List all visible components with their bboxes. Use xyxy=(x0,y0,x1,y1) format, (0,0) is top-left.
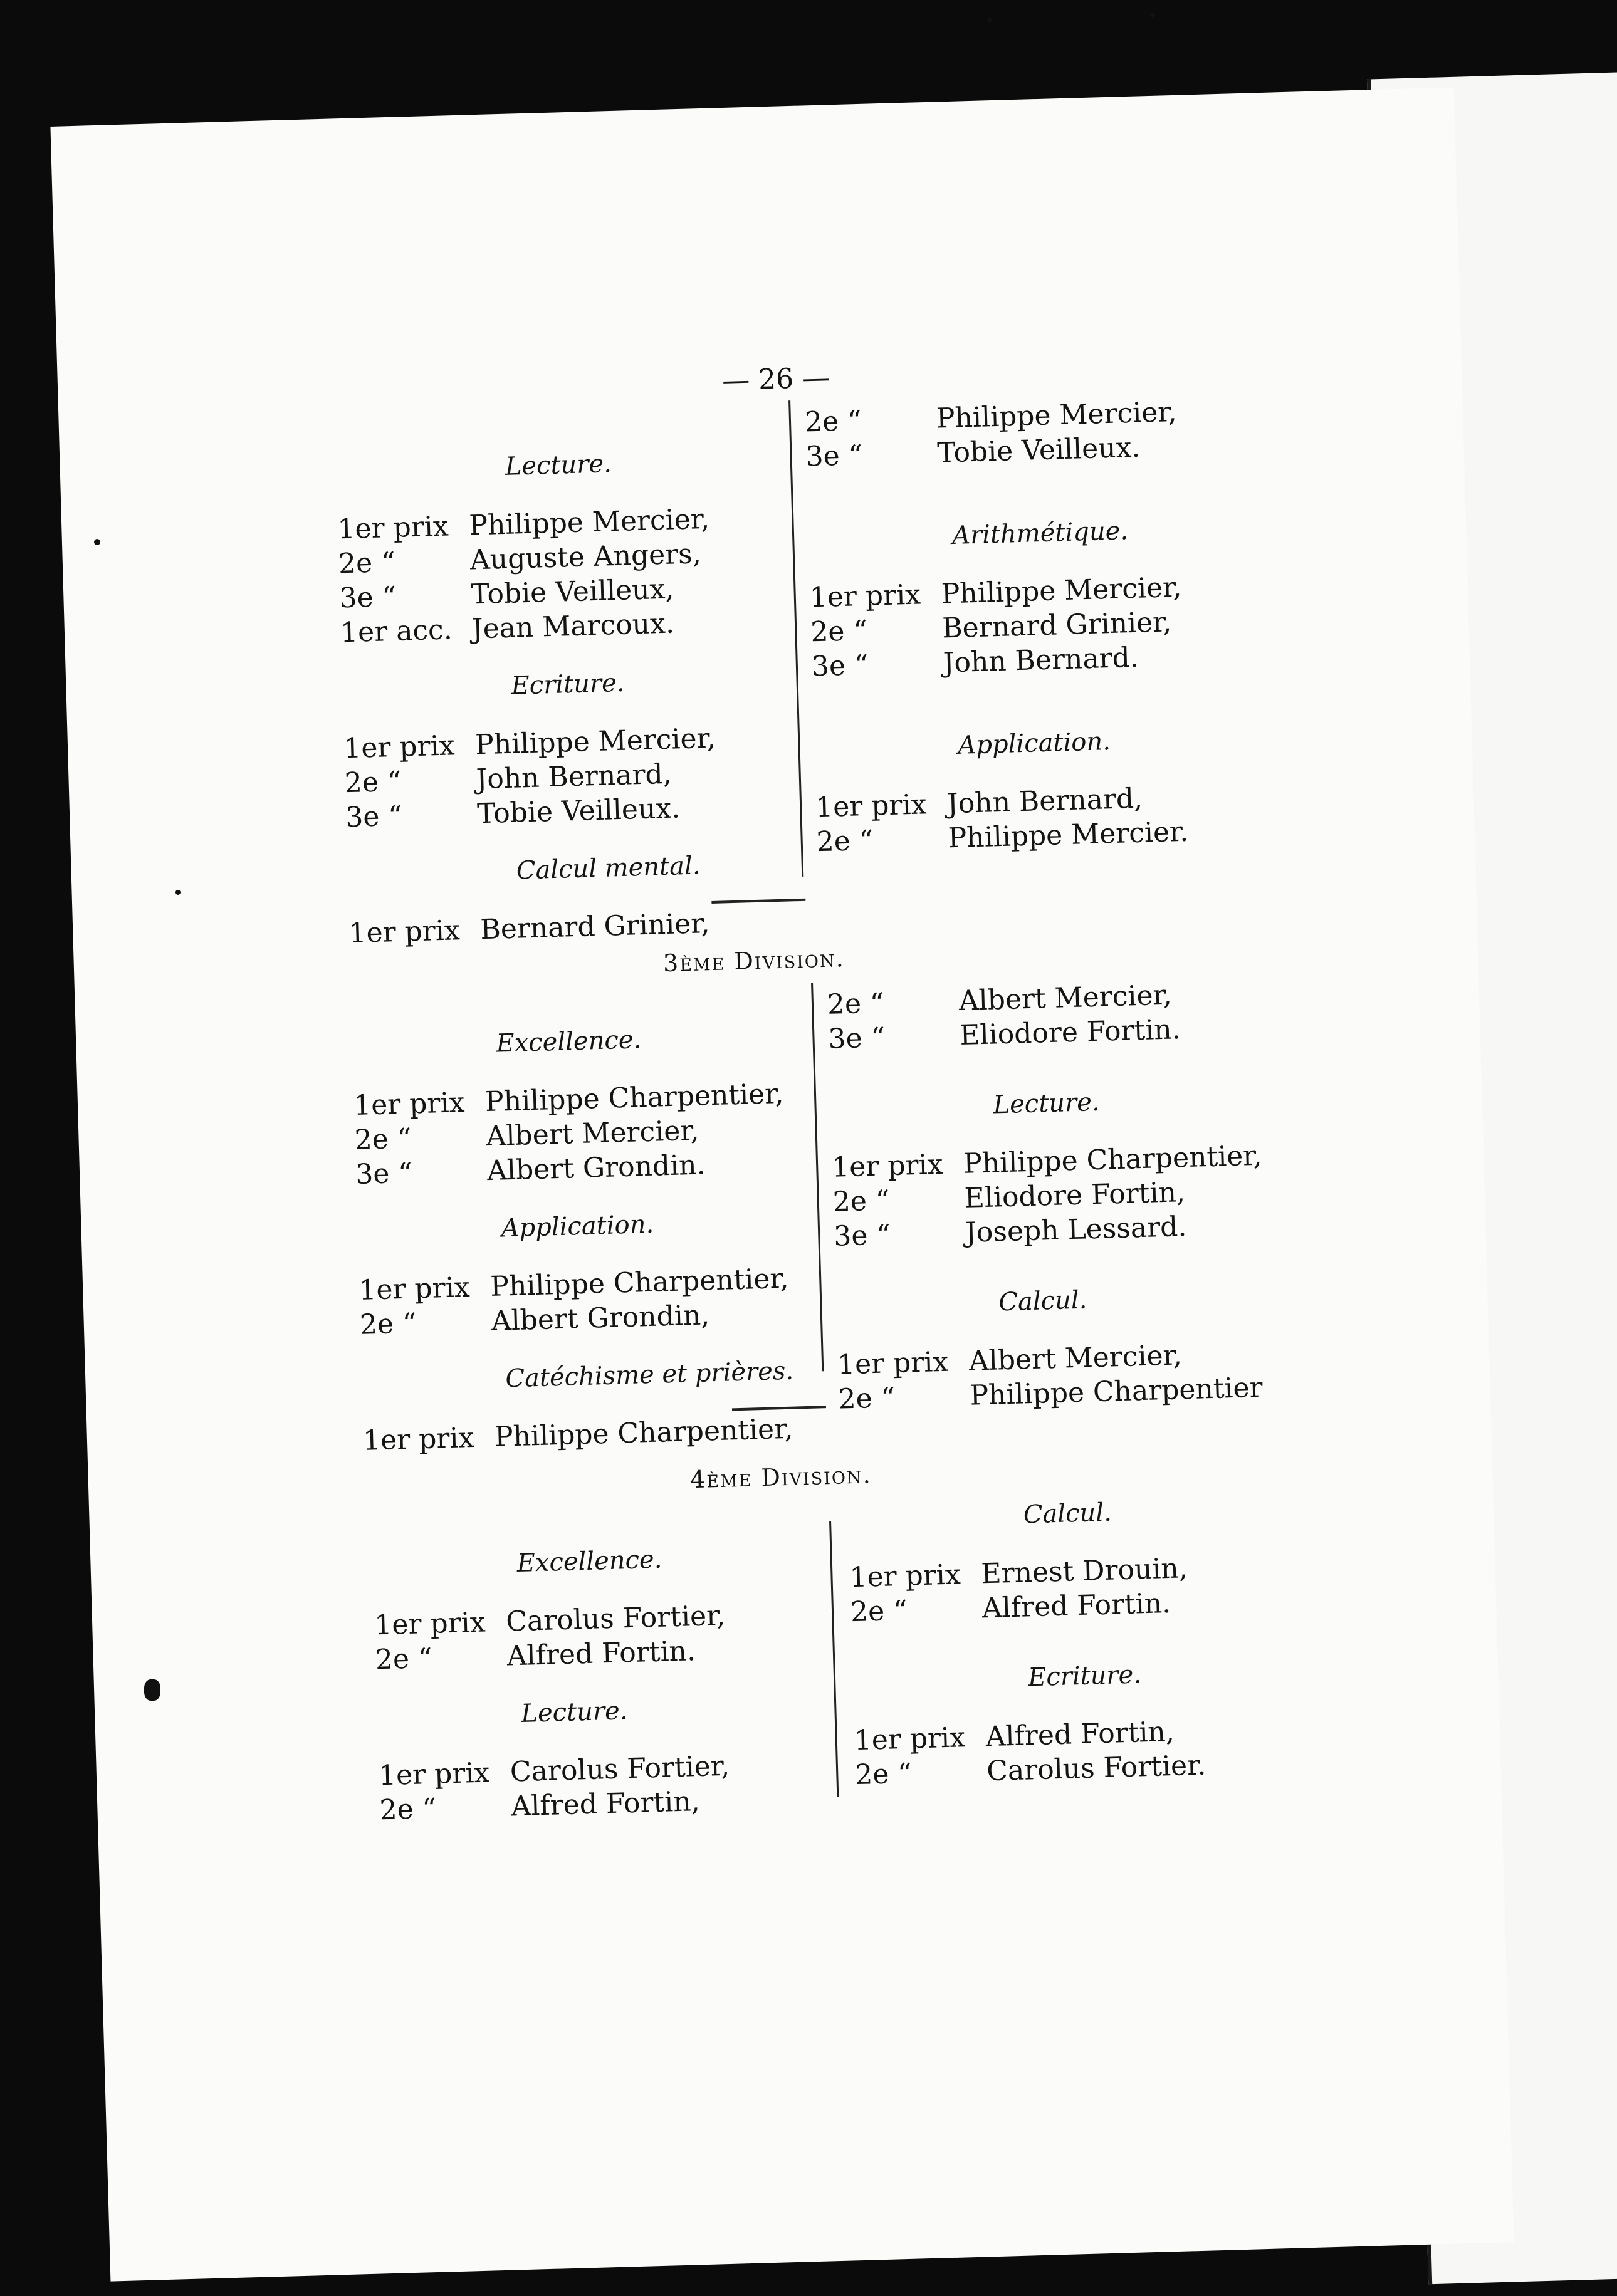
prize-row xyxy=(359,1299,710,1341)
winner-name: Alfred Fortin, xyxy=(510,1785,701,1823)
prize-rank: 1er prix xyxy=(353,1087,466,1122)
prize-row xyxy=(375,1635,696,1676)
winner-name: Philippe Mercier, xyxy=(468,503,710,542)
winner-name: Albert Mercier, xyxy=(968,1339,1183,1377)
prize-row xyxy=(355,1149,706,1191)
prize-rank: 1er prix xyxy=(831,1148,944,1184)
winner-name: Albert Mercier, xyxy=(958,979,1173,1018)
prize-rank: 2e “ xyxy=(354,1122,412,1157)
prize-rank: 1er prix xyxy=(815,788,928,824)
winner-name: Carolus Fortier. xyxy=(986,1749,1206,1788)
prize-row xyxy=(828,1013,1181,1055)
prize-rank: 3e “ xyxy=(355,1157,413,1191)
page-number: — 26 — xyxy=(721,362,830,397)
winner-name: Albert Grondin, xyxy=(491,1299,710,1338)
winner-name: John Bernard, xyxy=(946,782,1143,820)
prize-rank: 2e “ xyxy=(379,1792,437,1827)
prize-row xyxy=(805,432,1141,473)
winner-name: Philippe Mercier, xyxy=(941,571,1182,610)
prize-rank: 2e “ xyxy=(854,1757,913,1792)
winner-name: Philippe Mercier, xyxy=(474,722,716,761)
prize-row xyxy=(815,783,1143,824)
prize-row xyxy=(379,1785,700,1826)
winner-name: Albert Grondin. xyxy=(486,1149,706,1187)
prize-rank: 3e “ xyxy=(345,800,403,834)
prize-rank: 3e “ xyxy=(827,1021,886,1055)
section-heading: Calcul. xyxy=(998,1285,1087,1317)
winner-name: Eliodore Fortin. xyxy=(959,1013,1181,1051)
prize-rank: 2e “ xyxy=(827,987,885,1021)
prize-rank: 1er prix xyxy=(809,578,921,614)
winner-name: Alfred Fortin. xyxy=(506,1635,696,1672)
prize-rank: 1er prix xyxy=(837,1345,949,1381)
winner-name: Alfred Fortin. xyxy=(981,1587,1171,1625)
winner-name: Carolus Fortier, xyxy=(505,1599,726,1638)
prize-rank: 2e “ xyxy=(359,1307,417,1341)
prize-row xyxy=(834,1211,1187,1253)
prize-row xyxy=(348,907,710,949)
ink-speck xyxy=(987,18,992,23)
prize-rank: 2e “ xyxy=(850,1594,908,1629)
prize-rank: 2e “ xyxy=(375,1642,433,1676)
winner-name: John Bernard. xyxy=(943,641,1139,679)
prize-row xyxy=(353,1078,784,1122)
ink-speck xyxy=(1150,13,1155,18)
winner-name: Tobie Veilleux, xyxy=(470,573,674,611)
section-heading: Ecriture. xyxy=(1027,1660,1142,1693)
prize-row xyxy=(344,758,672,800)
winner-name: Philippe Charpentier, xyxy=(489,1262,790,1303)
prize-rank: 1er prix xyxy=(854,1721,966,1757)
section-heading: Calcul. xyxy=(1023,1498,1112,1530)
prize-rank: 3e “ xyxy=(833,1219,891,1253)
column-divider xyxy=(788,400,803,877)
prize-rank: 2e “ xyxy=(816,824,874,858)
winner-name: Ernest Drouin, xyxy=(980,1552,1188,1590)
section-heading: Lecture. xyxy=(505,449,612,481)
winner-name: Philippe Charpentier, xyxy=(484,1077,784,1119)
winner-name: Tobie Veilleux. xyxy=(936,431,1141,469)
winner-name: Philippe Charpentier, xyxy=(494,1412,793,1453)
winner-name: Philippe Charpentier, xyxy=(963,1139,1263,1180)
winner-name: Philippe Mercier. xyxy=(947,815,1189,855)
prize-row xyxy=(358,1263,789,1307)
section-heading: Catéchisme et prières. xyxy=(505,1356,794,1394)
column-divider xyxy=(829,1521,839,1797)
winner-name: Auguste Angers, xyxy=(469,538,702,577)
prize-rank: 3e “ xyxy=(338,580,397,615)
winner-name: John Bernard, xyxy=(476,758,672,796)
section-rule xyxy=(732,1406,826,1411)
section-heading: Excellence. xyxy=(495,1025,642,1058)
prize-rank: 3e “ xyxy=(805,439,863,473)
section-heading: Lecture. xyxy=(520,1696,628,1728)
prize-row xyxy=(345,792,681,833)
prize-row xyxy=(816,816,1189,858)
winner-name: Eliodore Fortin, xyxy=(964,1176,1186,1214)
prize-rank: 2e “ xyxy=(837,1382,896,1416)
column-divider xyxy=(811,983,824,1372)
prize-rank: 1er prix xyxy=(337,510,449,546)
prize-rank: 2e “ xyxy=(832,1184,891,1218)
prize-rank: 1er prix xyxy=(358,1271,471,1307)
section-rule xyxy=(711,899,805,904)
section-heading: Arithmétique. xyxy=(951,516,1129,551)
prize-row xyxy=(340,607,674,649)
winner-name: Bernard Grinier, xyxy=(479,907,711,946)
winner-name: Bernard Grinier, xyxy=(941,606,1172,645)
prize-row xyxy=(362,1413,793,1457)
winner-name: Carolus Fortier, xyxy=(510,1750,730,1788)
prize-row xyxy=(832,1140,1262,1184)
winner-name: Joseph Lessard. xyxy=(965,1211,1187,1249)
prize-row xyxy=(339,573,674,614)
section-heading: Lecture. xyxy=(992,1087,1101,1120)
ink-speck xyxy=(94,539,100,545)
prize-rank: 1er prix xyxy=(378,1756,490,1792)
division-title: 4ème Division. xyxy=(689,1461,872,1494)
section-heading: Application. xyxy=(957,727,1111,760)
prize-rank: 2e “ xyxy=(338,546,396,580)
prize-row xyxy=(854,1716,1175,1756)
section-heading: Calcul mental. xyxy=(516,851,701,885)
ink-speck xyxy=(144,1679,160,1701)
section-heading: Ecriture. xyxy=(510,668,625,701)
division-title: 3ème Division. xyxy=(662,944,845,978)
prize-rank: 1er prix xyxy=(374,1606,486,1642)
prize-row xyxy=(849,1552,1188,1594)
document-page xyxy=(50,87,1514,2281)
prize-rank: 2e “ xyxy=(810,614,868,649)
prize-row xyxy=(855,1749,1206,1791)
prize-rank: 1er prix xyxy=(348,914,461,950)
prize-rank: 2e “ xyxy=(804,405,862,439)
prize-rank: 2e “ xyxy=(344,765,402,800)
prize-rank: 1er prix xyxy=(343,729,456,765)
prize-rank: 1er acc. xyxy=(340,613,453,649)
winner-name: Alfred Fortin, xyxy=(985,1715,1175,1753)
prize-row xyxy=(811,642,1139,683)
winner-name: Jean Marcoux. xyxy=(471,607,675,645)
prize-rank: 3e “ xyxy=(811,649,869,683)
section-heading: Application. xyxy=(501,1209,654,1243)
winner-name: Philippe Charpentier xyxy=(969,1371,1264,1412)
prize-rank: 1er prix xyxy=(362,1421,474,1457)
winner-name: Tobie Veilleux. xyxy=(476,792,681,830)
section-heading: Excellence. xyxy=(516,1545,662,1578)
prize-row xyxy=(850,1587,1171,1628)
winner-name: Philippe Mercier, xyxy=(936,395,1178,435)
winner-name: Albert Mercier, xyxy=(485,1114,700,1153)
ink-speck xyxy=(175,890,181,895)
prize-rank: 1er prix xyxy=(849,1558,961,1594)
